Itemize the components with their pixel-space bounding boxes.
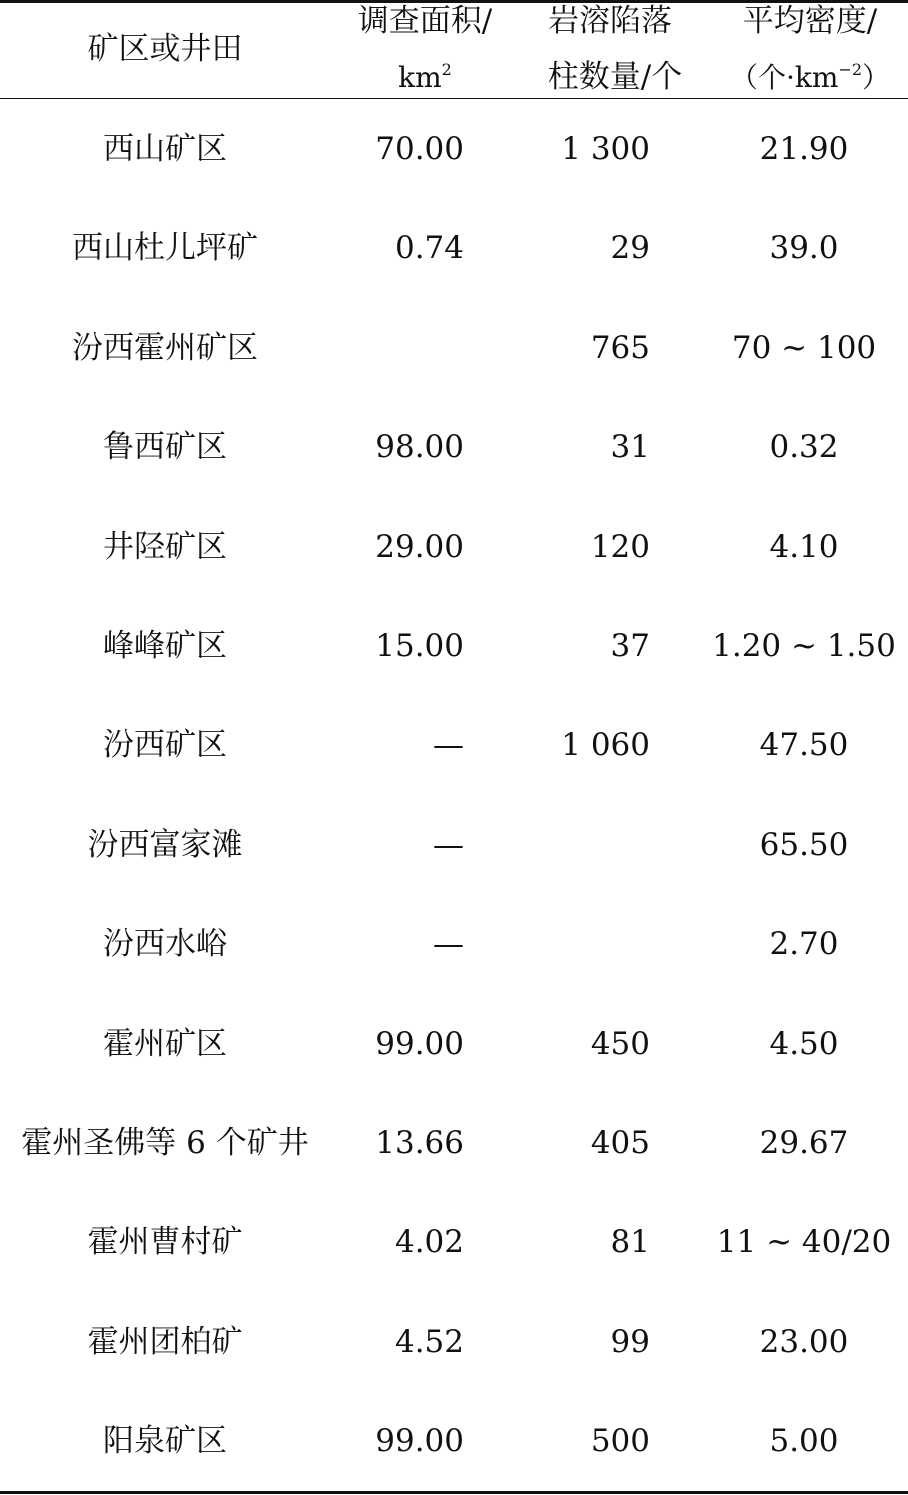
cell-avg-density: 2.70 [769,926,839,962]
cell-mine-name: 汾西霍州矿区 [72,330,258,366]
cell-survey-area: 29.00 [375,529,464,565]
cell-collapse-count: 37 [610,628,650,664]
cell-collapse-count: 1 060 [561,727,650,763]
cell-avg-density: 5.00 [769,1423,839,1459]
cell-collapse-count: 765 [590,330,650,366]
cell-avg-density: 1.20 ~ 1.50 [712,628,896,664]
cell-mine-name: 汾西富家滩 [87,827,243,863]
cell-survey-area: 4.02 [394,1224,464,1260]
cell-mine-name: 井陉矿区 [103,529,227,565]
header-collapse-count-line2: 柱数量/个 [547,59,683,95]
header-survey-area-unit-exp: 2 [441,60,452,79]
cell-survey-area: 99.00 [375,1423,464,1459]
table-header-rule [0,98,908,99]
cell-collapse-count: 29 [610,230,650,266]
cell-mine-name: 霍州圣佛等 6 个矿井 [21,1125,309,1161]
cell-avg-density: 23.00 [759,1324,849,1360]
cell-mine-name: 西山矿区 [103,131,227,167]
cell-collapse-count: 1 300 [561,131,650,167]
cell-mine-name: 霍州矿区 [103,1026,227,1062]
header-avg-density-unit-exp: −2 [838,60,862,79]
cell-mine-name: 阳泉矿区 [103,1423,227,1459]
cell-survey-area: — [433,926,464,962]
cell-collapse-count: 31 [610,429,650,465]
cell-avg-density: 21.90 [759,131,849,167]
header-avg-density-unit: （个·km [729,61,839,94]
cell-survey-area: 4.52 [394,1324,464,1360]
cell-avg-density: 11 ~ 40/20 [716,1224,892,1260]
cell-survey-area: 15.00 [375,628,464,664]
header-survey-area-unit: km [398,61,442,94]
header-avg-density-line1: 平均密度/ [742,3,878,39]
cell-mine-name: 霍州团柏矿 [87,1324,243,1360]
header-avg-density-unit-close: ） [862,61,891,94]
header-survey-area-line1: 调查面积/ [357,3,493,39]
header-avg-density-line2 [712,62,908,92]
cell-survey-area: — [433,727,464,763]
cell-avg-density: 4.50 [769,1026,839,1062]
cell-collapse-count: 500 [590,1423,650,1459]
cell-survey-area: 70.00 [375,131,464,167]
cell-avg-density: 70 ~ 100 [731,330,877,366]
cell-avg-density: 4.10 [769,529,839,565]
cell-collapse-count: 99 [610,1324,650,1360]
cell-collapse-count: 405 [590,1125,650,1161]
header-survey-area-line2 [350,62,500,92]
cell-collapse-count: 81 [610,1224,650,1260]
cell-mine-name: 峰峰矿区 [103,628,227,664]
cell-mine-name: 霍州曹村矿 [87,1224,243,1260]
cell-avg-density: 47.50 [759,727,849,763]
cell-avg-density: 29.67 [759,1125,849,1161]
cell-survey-area: 0.74 [394,230,464,266]
cell-survey-area: 13.66 [375,1125,464,1161]
cell-collapse-count: 120 [590,529,650,565]
cell-mine-name: 汾西水峪 [103,926,227,962]
cell-survey-area: — [433,827,464,863]
cell-collapse-count: 450 [590,1026,650,1062]
cell-mine-name: 汾西矿区 [103,727,227,763]
cell-avg-density: 65.50 [759,827,849,863]
cell-survey-area: 99.00 [375,1026,464,1062]
header-collapse-count-line1: 岩溶陷落 [548,3,672,39]
header-mine-area: 矿区或井田 [87,31,243,67]
cell-survey-area: 98.00 [375,429,464,465]
cell-avg-density: 39.0 [769,230,839,266]
cell-avg-density: 0.32 [769,429,839,465]
cell-mine-name: 鲁西矿区 [103,429,227,465]
table-bottom-rule [0,1491,908,1494]
cell-mine-name: 西山杜儿坪矿 [72,230,258,266]
